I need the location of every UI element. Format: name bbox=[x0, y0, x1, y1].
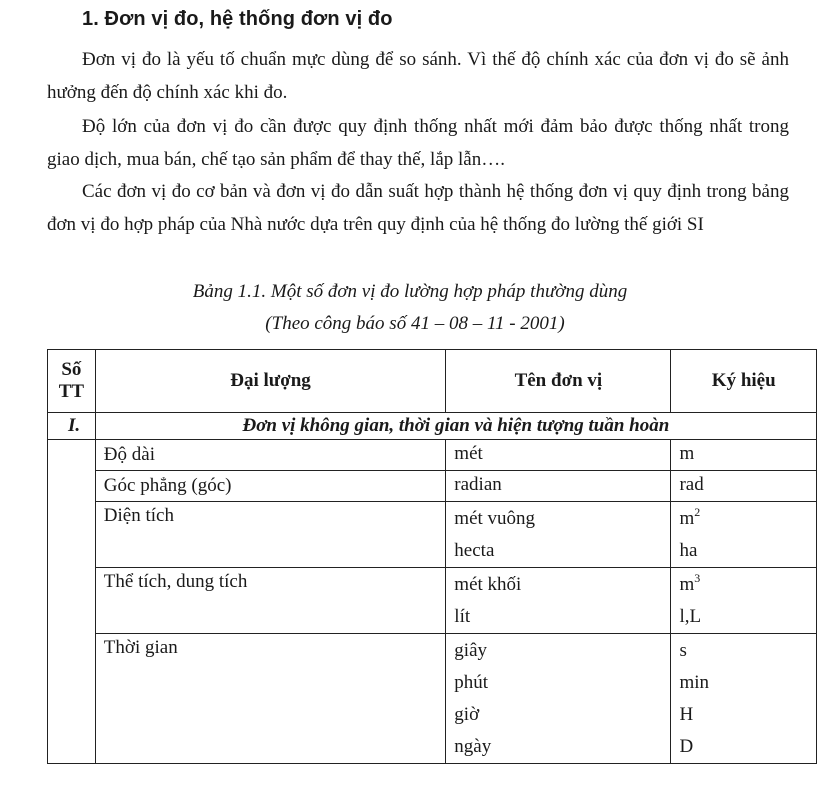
section-title: Đơn vị không gian, thời gian và hiện tượng tuần hoàn bbox=[95, 413, 816, 440]
quantity-cell: Độ dài bbox=[95, 440, 446, 471]
unit-symbol bbox=[679, 731, 808, 763]
symbol-text: H bbox=[679, 704, 694, 725]
unit-name: mét vuông bbox=[454, 508, 536, 529]
symbol-text: ha bbox=[679, 540, 698, 561]
unit-symbol bbox=[679, 571, 808, 601]
symbol-text: m bbox=[679, 508, 695, 529]
paragraph-text: Độ lớn của đơn vị đo cần được quy định thống nhất mới đảm bảo được thống nhất trong giao dịch, mua bán, chế tạo sản phẩm để thay thế, lắp lẫn…. bbox=[47, 116, 789, 170]
symbol-cell bbox=[671, 502, 817, 568]
unit-symbol bbox=[679, 471, 808, 501]
unit-name: lít bbox=[454, 606, 471, 627]
paragraph-text: Đơn vị đo là yếu tố chuẩn mực dùng để so sánh. Vì thế độ chính xác của đơn vị đo sẽ ảnh hưởng đến độ chính xác khi đo. bbox=[47, 49, 789, 103]
symbol-cell bbox=[671, 634, 817, 764]
quantity-cell: Thể tích, dung tích bbox=[95, 568, 446, 634]
table-row bbox=[48, 471, 817, 502]
paragraph bbox=[47, 43, 789, 109]
paragraph bbox=[47, 110, 789, 176]
table-row bbox=[48, 634, 817, 764]
table-header-row bbox=[48, 350, 817, 413]
units-table bbox=[47, 349, 817, 764]
unit-cell bbox=[446, 502, 671, 568]
table-caption: Bảng 1.1. Một số đơn vị đo lường hợp pháp thường dùng bbox=[192, 281, 628, 302]
symbol-text: D bbox=[679, 736, 694, 757]
unit-name: giây bbox=[454, 640, 488, 661]
section-row bbox=[48, 413, 817, 440]
symbol-text: min bbox=[679, 672, 710, 693]
table-caption-source: (Theo công báo số 41 – 08 – 11 - 2001) bbox=[265, 313, 565, 334]
table-row bbox=[48, 568, 817, 634]
quantity-cell: Diện tích bbox=[95, 502, 446, 568]
symbol-cell bbox=[671, 568, 817, 634]
header-quantity: Đại lượng bbox=[95, 350, 446, 413]
table-row bbox=[48, 440, 817, 471]
unit-name: phút bbox=[454, 672, 489, 693]
symbol-cell bbox=[671, 440, 817, 471]
symbol-exponent: 2 bbox=[694, 505, 701, 519]
symbol-exponent: 3 bbox=[694, 571, 701, 585]
symbol-text: l,L bbox=[679, 606, 702, 627]
quantity-cell: Thời gian bbox=[95, 634, 446, 764]
unit-cell bbox=[446, 471, 671, 502]
unit-symbol bbox=[679, 535, 808, 567]
stt-cell bbox=[48, 440, 96, 764]
header-stt bbox=[48, 350, 96, 413]
unit-name: hecta bbox=[454, 540, 495, 561]
section-heading: 1. Đơn vị đo, hệ thống đơn vị đo bbox=[82, 8, 393, 30]
unit-name: radian bbox=[454, 474, 502, 495]
unit-cell bbox=[446, 440, 671, 471]
symbol-cell bbox=[671, 471, 817, 502]
paragraph-text: Các đơn vị đo cơ bản và đơn vị đo dẫn suất hợp thành hệ thống đơn vị quy định trong bảng đơn vị đo hợp pháp của Nhà nước dựa trên quy định của hệ thống đo lường thế giới SI bbox=[47, 181, 789, 235]
symbol-text: rad bbox=[679, 474, 704, 495]
header-unit: Tên đơn vị bbox=[446, 350, 671, 413]
unit-symbol bbox=[679, 637, 808, 667]
unit-symbol bbox=[679, 667, 808, 699]
unit-name: mét bbox=[454, 443, 483, 464]
unit-symbol bbox=[679, 601, 808, 633]
unit-symbol bbox=[679, 440, 808, 470]
header-stt-line1: Số bbox=[61, 359, 82, 380]
unit-symbol bbox=[679, 699, 808, 731]
unit-cell bbox=[446, 634, 671, 764]
unit-name: mét khối bbox=[454, 574, 522, 595]
symbol-text: m bbox=[679, 443, 695, 464]
symbol-text: s bbox=[679, 640, 687, 661]
header-symbol: Ký hiệu bbox=[671, 350, 817, 413]
header-stt-line2: TT bbox=[58, 381, 85, 402]
unit-name: ngày bbox=[454, 736, 492, 757]
section-number: I. bbox=[48, 413, 96, 440]
unit-cell bbox=[446, 568, 671, 634]
symbol-text: m bbox=[679, 574, 695, 595]
unit-symbol bbox=[679, 505, 808, 535]
table-row bbox=[48, 502, 817, 568]
quantity-cell: Góc phẳng (góc) bbox=[95, 471, 446, 502]
paragraph bbox=[47, 175, 789, 241]
unit-name: giờ bbox=[454, 704, 480, 725]
